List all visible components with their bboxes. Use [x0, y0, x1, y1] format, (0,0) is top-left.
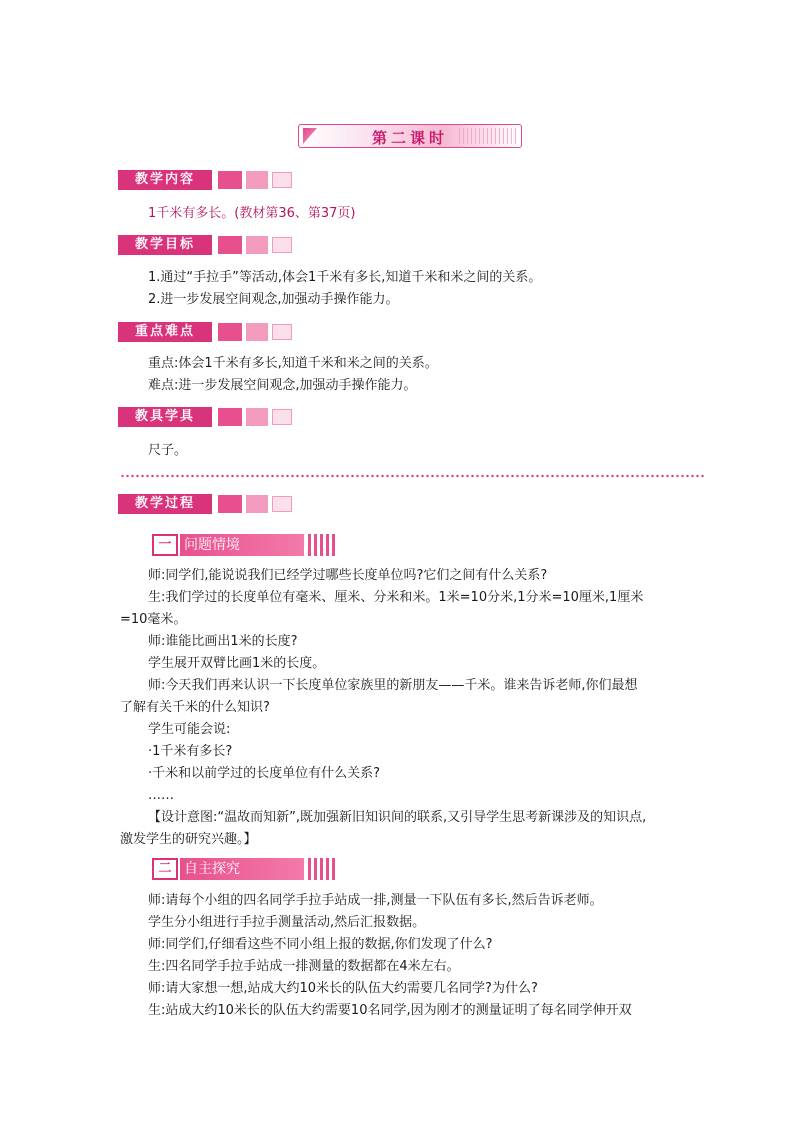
lesson-title: 第二课时	[371, 129, 448, 147]
header-square-decoration	[218, 236, 242, 254]
section-header-content: 教学内容	[118, 170, 212, 190]
subsection-bars-decoration	[308, 534, 338, 556]
goal-line: 1.通过“手拉手”等活动,体会1千米有多长,知道千米和米之间的关系。	[148, 270, 542, 285]
paragraph-line: 生:四名同学手拉手站成一排测量的数据都在4米左右。	[148, 959, 460, 974]
paragraph-line: 师:请大家想一想,站成大约10米长的队伍大约需要几名同学?为什么?	[148, 981, 538, 996]
paragraph-line: 师:今天我们再来认识一下长度单位家族里的新朋友——千米。谁来告诉老师,你们最想	[148, 678, 638, 693]
content-line: 1千米有多长。(教材第36、第37页)	[148, 206, 356, 221]
paragraph-line: 师:同学们,仔细看这些不同小组上报的数据,你们发现了什么?	[148, 937, 493, 952]
paragraph-line: ……	[148, 788, 174, 803]
header-square-decoration	[272, 237, 292, 253]
subsection-number: 一	[152, 534, 178, 556]
paragraph-line: 师:同学们,能说说我们已经学过哪些长度单位吗?它们之间有什么关系?	[148, 568, 548, 583]
header-square-decoration	[272, 172, 292, 188]
paragraph-line: 生:我们学过的长度单位有毫米、厘米、分米和米。1米=10分米,1分米=10厘米,1厘米	[148, 590, 644, 605]
paragraph-line: ·千米和以前学过的长度单位有什么关系?	[148, 766, 381, 781]
dotted-divider	[120, 472, 706, 480]
section-header-tools: 教具学具	[118, 407, 212, 427]
subsection-title: 自主探究	[180, 858, 304, 880]
paragraph-line: 学生可能会说:	[148, 722, 231, 737]
header-square-decoration	[246, 408, 268, 426]
subsection-bar-problem-situation	[152, 534, 338, 556]
design-intent-line: 【设计意图:“温故而知新”,既加强新旧知识间的联系,又引导学生思考新课涉及的知识点,	[148, 810, 647, 825]
paragraph-line: 学生分小组进行手拉手测量活动,然后汇报数据。	[148, 915, 426, 930]
header-square-decoration	[246, 495, 268, 513]
header-square-decoration	[246, 236, 268, 254]
subsection-title: 问题情境	[180, 534, 304, 556]
header-square-decoration	[218, 495, 242, 513]
header-square-decoration	[218, 171, 242, 189]
lesson-title-banner	[298, 124, 522, 148]
header-square-decoration	[272, 496, 292, 512]
section-header-key-points: 重点难点	[118, 322, 212, 342]
paragraph-line: 师:请每个小组的四名同学手拉手站成一排,测量一下队伍有多长,然后告诉老师。	[148, 893, 603, 908]
subsection-bars-decoration	[308, 858, 338, 880]
paragraph-line: ·1千米有多长?	[148, 744, 233, 759]
header-square-decoration	[272, 324, 292, 340]
header-square-decoration	[246, 323, 268, 341]
paragraph-line: =10毫米。	[120, 612, 187, 627]
paragraph-line: 了解有关千米的什么知识?	[120, 700, 270, 715]
subsection-number: 二	[152, 858, 178, 880]
header-square-decoration	[218, 323, 242, 341]
paragraph-line: 师:谁能比画出1米的长度?	[148, 634, 298, 649]
header-square-decoration	[218, 408, 242, 426]
key-point-line: 重点:体会1千米有多长,知道千米和米之间的关系。	[148, 356, 438, 371]
header-square-decoration	[246, 171, 268, 189]
paragraph-line: 学生展开双臂比画1米的长度。	[148, 656, 326, 671]
design-intent-line: 激发学生的研究兴趣。】	[120, 832, 257, 847]
section-header-process: 教学过程	[118, 494, 212, 514]
paragraph-line: 生:站成大约10米长的队伍大约需要10名同学,因为刚才的测量证明了每名同学伸开双	[148, 1003, 632, 1018]
subsection-bar-self-exploration	[152, 858, 338, 880]
section-header-goals: 教学目标	[118, 235, 212, 255]
goal-line: 2.进一步发展空间观念,加强动手操作能力。	[148, 292, 399, 307]
tools-line: 尺子。	[148, 443, 188, 458]
key-point-line: 难点:进一步发展空间观念,加强动手操作能力。	[148, 378, 417, 393]
header-square-decoration	[272, 409, 292, 425]
